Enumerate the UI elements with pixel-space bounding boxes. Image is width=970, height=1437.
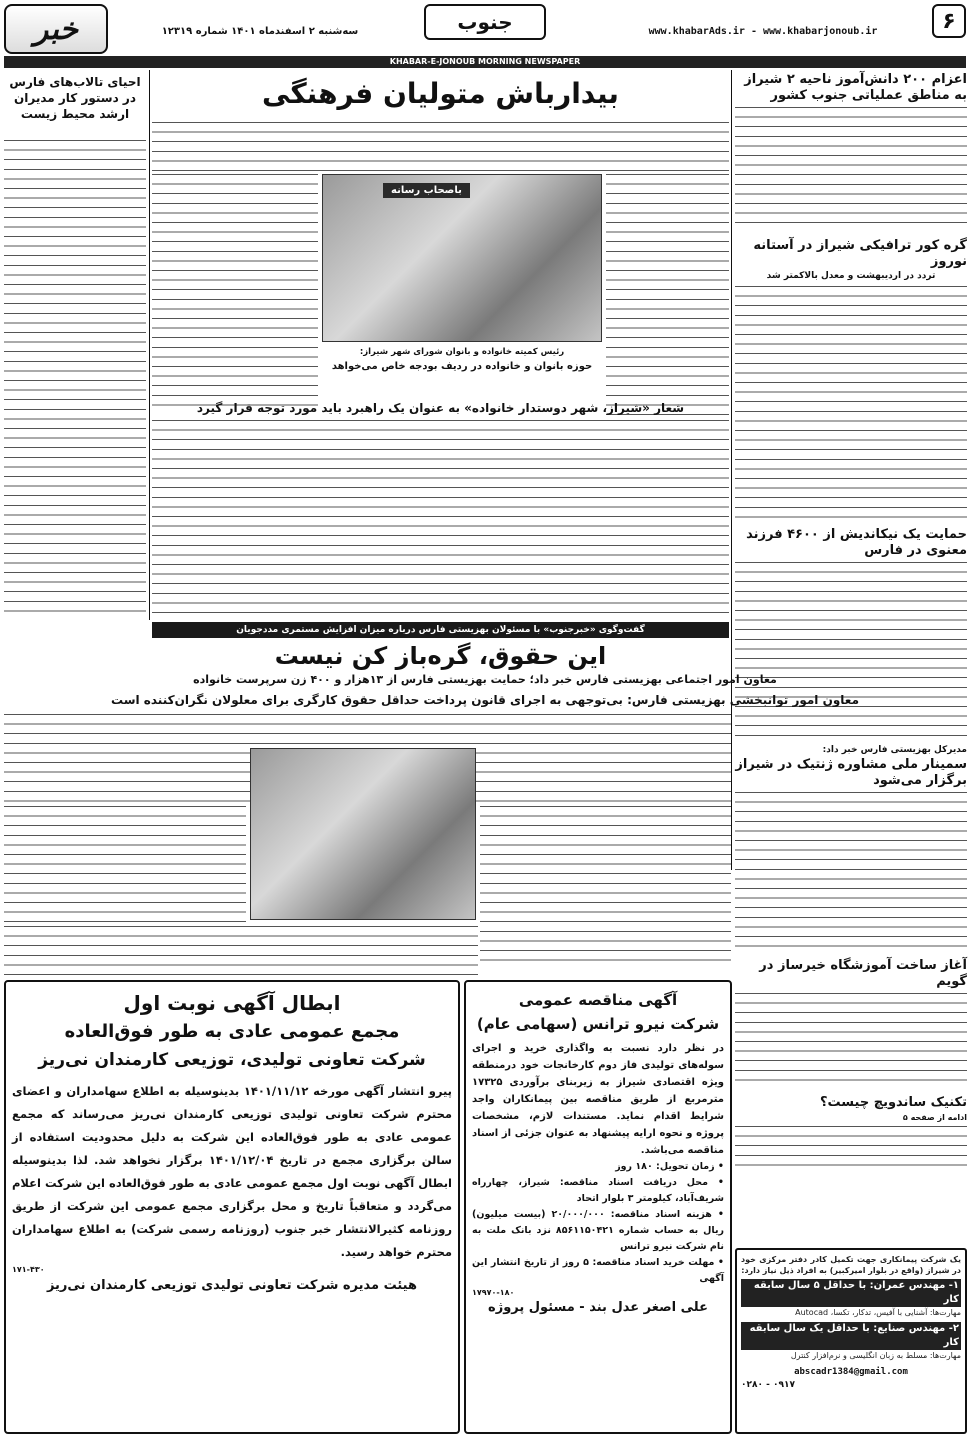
page-number: ۶	[932, 4, 966, 38]
site-urls[interactable]: www.khabarAds.ir - www.khabarjonoub.ir	[648, 26, 878, 37]
contact-email[interactable]: abscadr1384@gmail.com	[794, 1367, 908, 1377]
interview-subtitle: معاون امور توانبخشی بهزیستی فارس: بی‌توجهی به اجرای قانون پرداخت حداقل حقوق کارگری برای معلولان نگران‌کننده است	[110, 693, 860, 707]
news-subheadline: تردد در اردیبهشت و معدل بالاکمتر شد	[766, 271, 936, 281]
column-rule	[149, 70, 150, 620]
job-skills: مهارت‌ها: مسلط به زبان انگلیسی و نرم‌افزار کنترل	[790, 1351, 961, 1360]
main-story-body	[152, 174, 318, 414]
job-item-civil: ۱- مهندس عمران: با حداقل ۵ سال سابقه کار	[741, 1279, 961, 1307]
masthead-strip: KHABAR-E-JONOUB MORNING NEWSPAPER	[4, 56, 966, 68]
news-headline[interactable]: حمایت یک نیکاندیش از ۴۶۰۰ فرزند معنوی در فارس	[746, 527, 967, 558]
news-body	[735, 993, 967, 1089]
main-story-body	[606, 174, 729, 424]
cancellation-ad[interactable]	[4, 980, 460, 1434]
news-body	[735, 107, 967, 232]
classified-intro: یک شرکت پیمانکاری جهت تکمیل کادر دفتر مرکزی خود در شیراز (واقع در بلوار امیرکبیر) به افراد ذیل نیاز دارد:	[741, 1255, 961, 1275]
right-column	[735, 72, 967, 1171]
job-skills: مهارت‌ها: آشنایی با آفیس، تدکار، تکسا، Autocad	[795, 1308, 961, 1317]
photo-caption: حوزه بانوان و خانواده در ردیف بودجه خاص می‌خواهد	[331, 361, 593, 372]
interview-title[interactable]: این حقوق، گره‌باز کن نیست	[274, 642, 607, 670]
left-headline[interactable]: احیای تالاب‌های فارس در دستور کار مدیران ارشد محیط زیست	[9, 75, 141, 121]
cancel-title: ابطال آگهی نوبت اول	[123, 991, 341, 1015]
section-label: جنوب	[424, 4, 546, 40]
tender-title: آگهی مناقصه عمومی	[518, 991, 678, 1009]
news-body	[735, 286, 967, 521]
news-body	[735, 562, 967, 738]
cancel-body: پیرو انتشار آگهی مورخه ۱۴۰۱/۱۱/۱۲ بدینوسیله به اطلاع سهامداران و اعضای محترم شرکت تعاونی تولیدی توزیعی کارمندان نی‌ریز می‌رساند که مجمع عمومی عادی به طور فوق‌العاده این شرکت به دلیل محدودیت استفاده از سالن برگزاری مجمع در تاریخ ۱۴۰۱/۱۲/۰۴ برگزار نخواهد شد. لذا بدینوسیله ابطال آگهی نوبت اول مجمع عمومی عادی به طور فوق‌العاده این شرکت اعلام می‌گردد و متعاقباً تاریخ و محل برگزاری مجمع عمومی این شرکت از طریق روزنامه کثیرالانتشار خبر جنوب (روزنامه رسمی شرکت) به اطلاع سهامداران محترم خواهد رسید.	[12, 1084, 453, 1259]
column-rule	[731, 70, 732, 870]
ad-code: ۱۷۹۷۰-۱۸۰	[472, 1288, 515, 1297]
newspaper-logo: خبر	[4, 4, 108, 54]
interview-body	[4, 926, 478, 976]
photo-banner: باصحاب رسانه	[383, 183, 470, 198]
news-body	[735, 792, 967, 952]
cancel-company: شرکت تعاونی تولیدی، توزیعی کارمندان نی‌ریز	[38, 1050, 426, 1070]
job-item-industrial: ۲- مهندس صنایع: با حداقل یک سال سابقه کار	[741, 1322, 961, 1350]
main-story-body	[152, 420, 729, 616]
news-headline[interactable]: سمینار ملی مشاوره ژنتیک در شیراز برگزار می‌شود	[735, 757, 967, 788]
news-headline[interactable]: آغاز ساخت آموزشگاه خیرساز در گویم	[759, 958, 967, 989]
cancel-title: مجمع عمومی عادی به طور فوق‌العاده	[64, 1021, 400, 1042]
left-body	[4, 140, 146, 616]
wheelchair-photo	[250, 748, 476, 920]
cancel-signature: هیئت مدیره شرکت تعاونی تولیدی توزیعی کارمندان نی‌ریز	[46, 1278, 418, 1293]
news-headline[interactable]: تکنیک ساندویچ چیست؟	[819, 1095, 967, 1110]
tender-signature: علی اصغر عدل بند - مسئول پروژه	[488, 1300, 708, 1315]
classified-ad[interactable]	[735, 1248, 967, 1434]
tender-body: در نظر دارد نسبت به واگذاری خرید و اجرای سوله‌های تولیدی فاز دوم کارخانجات خود درمنطقه ویژه اقتصادی شیراز به زیربنای برآوردی ۱۷۳۲۵ مترمربع از طریق مناقصه بین پیمانکاران واجد شرایط اقدام نماید. مستندات لازم، مشخصات پروژه و نحوه ارایه پیشنهاد به عنوان جزئی از اسناد مناقصه می‌باشد.	[472, 1043, 724, 1156]
news-body	[735, 1126, 967, 1171]
photo-caption-kicker: رئیس کمیته خانواده و بانوان شورای شهر شیراز:	[359, 347, 565, 357]
main-story-body	[152, 122, 729, 172]
news-headline[interactable]: گره کور ترافیکی شیراز در آستانه نوروز	[753, 238, 967, 269]
continued-note: ادامه از صفحه ۵	[902, 1113, 967, 1122]
news-kicker: مدیرکل بهزیستی فارس خبر داد:	[822, 745, 967, 755]
interview-body	[480, 806, 731, 966]
news-headline[interactable]: اعزام ۲۰۰ دانش‌آموز ناحیه ۲ شیراز به مناطق عملیاتی جنوب کشور	[744, 72, 967, 103]
tender-ad[interactable]	[464, 980, 732, 1434]
ad-code: ۱۷۱-۴۳۰	[12, 1265, 45, 1274]
meeting-photo	[322, 174, 602, 342]
main-story-title[interactable]: بیدارباش متولیان فرهنگی	[262, 77, 619, 110]
tender-field: • زمان تحویل: ۱۸۰ روز	[615, 1161, 724, 1172]
main-story-subtitle: شعار «شیراز، شهر دوستدار خانواده» به عنوان یک راهبرد باید مورد توجه قرار گیرد	[196, 401, 685, 415]
ad-code: ۰۹۱۷ - ۰۲۸۰	[741, 1380, 795, 1390]
interview-body	[4, 806, 246, 926]
tender-field: • محل دریافت اسناد مناقصه: شیراز، چهارراه شریف‌آباد، کیلومتر ۳ بلوار اتحاد	[472, 1177, 724, 1204]
interview-subtitle: معاون امور اجتماعی بهزیستی فارس خبر داد؛ حمایت بهزیستی فارس از ۱۳هزار و ۴۰۰ زن سرپرست خانواده	[193, 673, 777, 686]
issue-date: سه‌شنبه ۲ اسفندماه ۱۴۰۱ شماره ۱۲۳۱۹	[161, 26, 359, 37]
tender-company: شرکت نیرو ترانس (سهامی عام)	[476, 1015, 720, 1033]
interview-kicker: گفت‌وگوی «خبرجنوب» با مسئولان بهزیستی فارس درباره میزان افزایش مستمری مددجویان	[152, 622, 729, 638]
tender-field: • مهلت خرید اسناد مناقصه: ۵ روز از تاریخ انتشار این آگهی	[472, 1257, 724, 1284]
tender-field: • هزینه اسناد مناقصه: ۲۰/۰۰۰/۰۰۰ (بیست میلیون) ریال به حساب شماره ۸۵۶۱۱۵۰۴۲۱ نزد بانک ملت به نام شرکت نیرو ترانس	[472, 1209, 724, 1252]
